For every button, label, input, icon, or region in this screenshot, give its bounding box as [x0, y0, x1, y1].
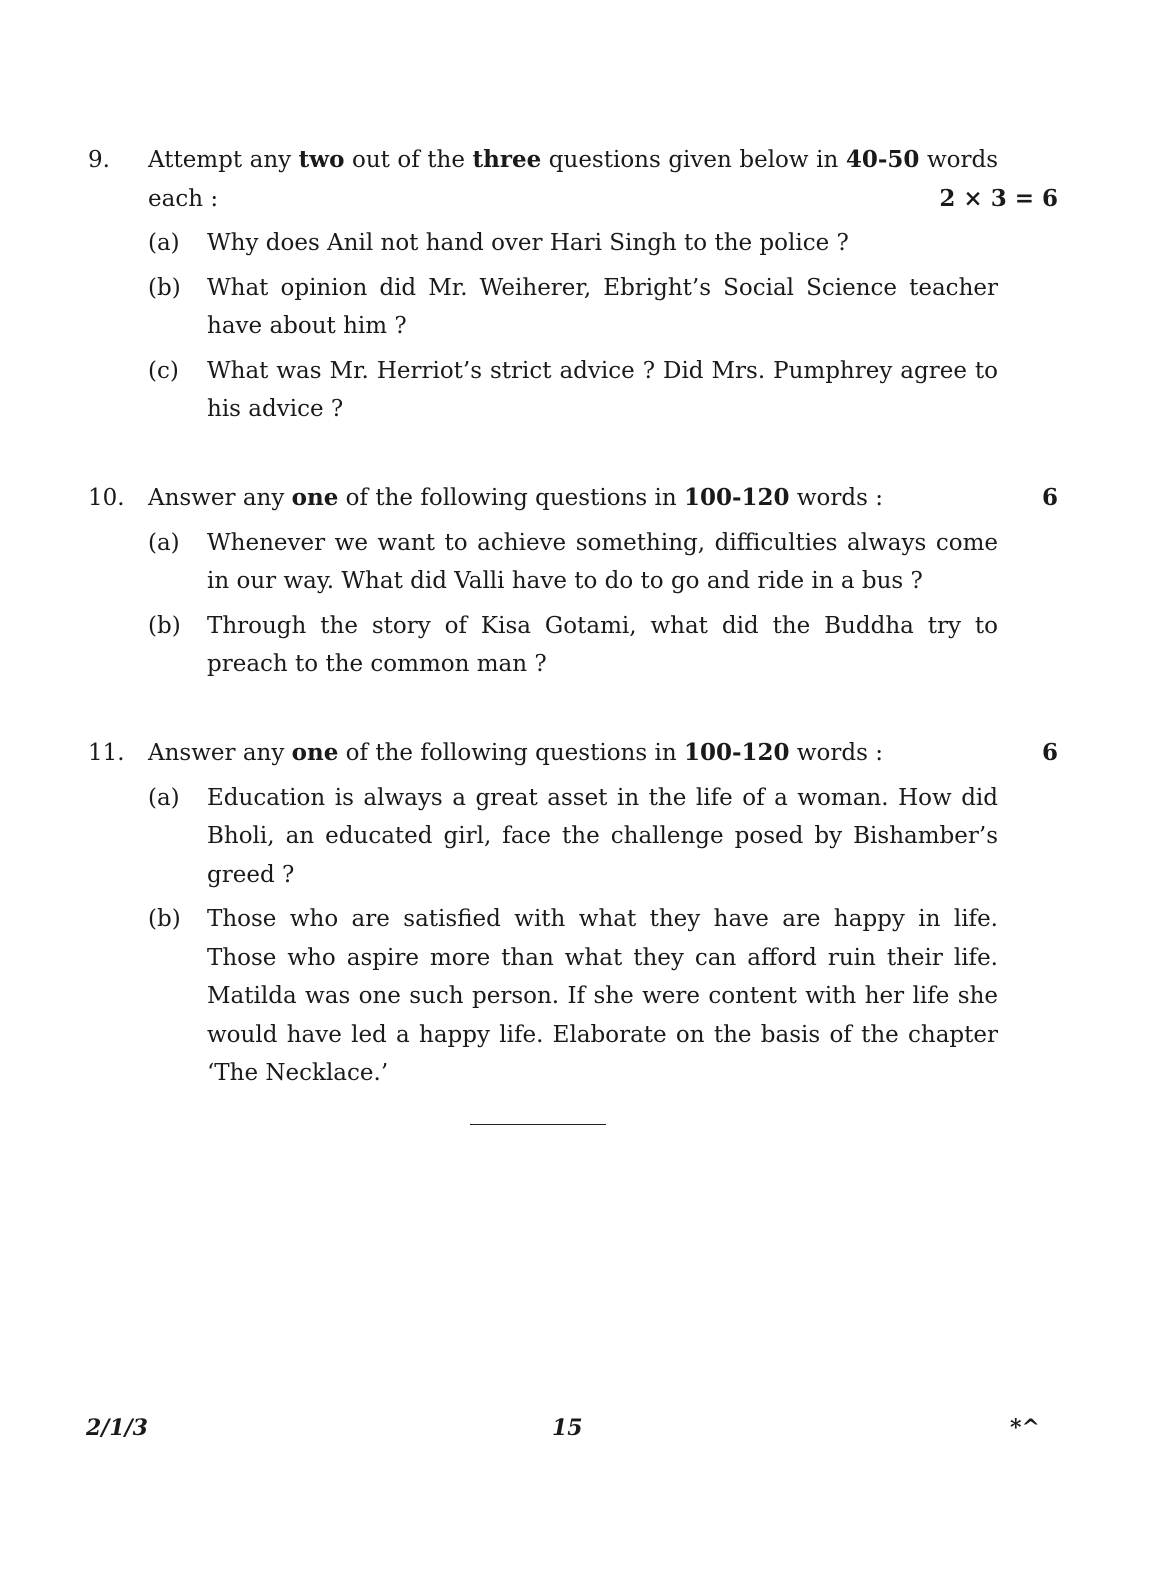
question-marks: 2 × 3 = 6	[939, 184, 1058, 212]
sub-question	[148, 607, 1058, 684]
question-number: 10.	[88, 485, 125, 511]
sub-question-label: (b)	[148, 612, 181, 639]
question-instruction: Answer any one of the following questions in 100-120 words :	[148, 739, 883, 766]
sub-question-text: What opinion did Mr. Weiherer, Ebright’s Social Science teacher have about him ?	[207, 274, 998, 339]
sub-question	[148, 269, 1058, 346]
question-number: 11.	[88, 740, 125, 766]
question-instruction: Answer any one of the following questions in 100-120 words :	[148, 484, 883, 511]
sub-question	[148, 900, 1058, 1093]
sub-question-label: (c)	[148, 357, 179, 384]
sub-question-text: What was Mr. Herriot’s strict advice ? Did Mrs. Pumphrey agree to his advice ?	[207, 357, 998, 422]
sub-question-text: Through the story of Kisa Gotami, what did the Buddha try to preach to the common man ?	[207, 612, 998, 677]
end-divider	[470, 1124, 606, 1125]
paper-code: 2/1/3	[86, 1415, 148, 1441]
question-9-header	[88, 141, 1058, 218]
sub-question-label: (a)	[148, 230, 180, 256]
sub-question	[148, 524, 1058, 601]
question-11-header	[88, 734, 1058, 773]
sub-question-label: (b)	[148, 274, 181, 301]
page-number: 15	[552, 1415, 583, 1441]
sub-question-text: Why does Anil not hand over Hari Singh to the police ?	[207, 230, 849, 256]
question-marks: 6	[1041, 739, 1058, 766]
question-marks: 6	[1041, 484, 1058, 511]
sub-question-label: (a)	[148, 784, 180, 811]
sub-question-label: (b)	[148, 906, 181, 932]
question-number: 9.	[88, 147, 110, 173]
question-9	[88, 141, 1058, 429]
sub-question	[148, 779, 1058, 895]
sub-question	[148, 224, 1058, 263]
question-11	[88, 734, 1058, 1093]
sub-question-text: Whenever we want to achieve something, difficulties always come in our way. What did Valli have to do to go and ride in a bus ?	[207, 529, 998, 594]
question-10	[88, 479, 1058, 684]
sub-question	[148, 352, 1058, 429]
sub-question-text: Those who are satisfied with what they have are happy in life. Those who aspire more than what they can afford ruin their life. Matilda was one such person. If she were content with her life she would have led a happy life. Elaborate on the basis of the chapter ‘The Necklace.’	[207, 906, 998, 1086]
footer-mark: *^	[1010, 1415, 1040, 1441]
sub-question-label: (a)	[148, 529, 180, 556]
sub-question-text: Education is always a great asset in the life of a woman. How did Bholi, an educated girl, face the challenge posed by Bishamber’s greed ?	[207, 784, 998, 888]
question-10-header	[88, 479, 1058, 518]
question-instruction: Attempt any two out of the three questions given below in 40-50 words each :	[148, 146, 998, 212]
